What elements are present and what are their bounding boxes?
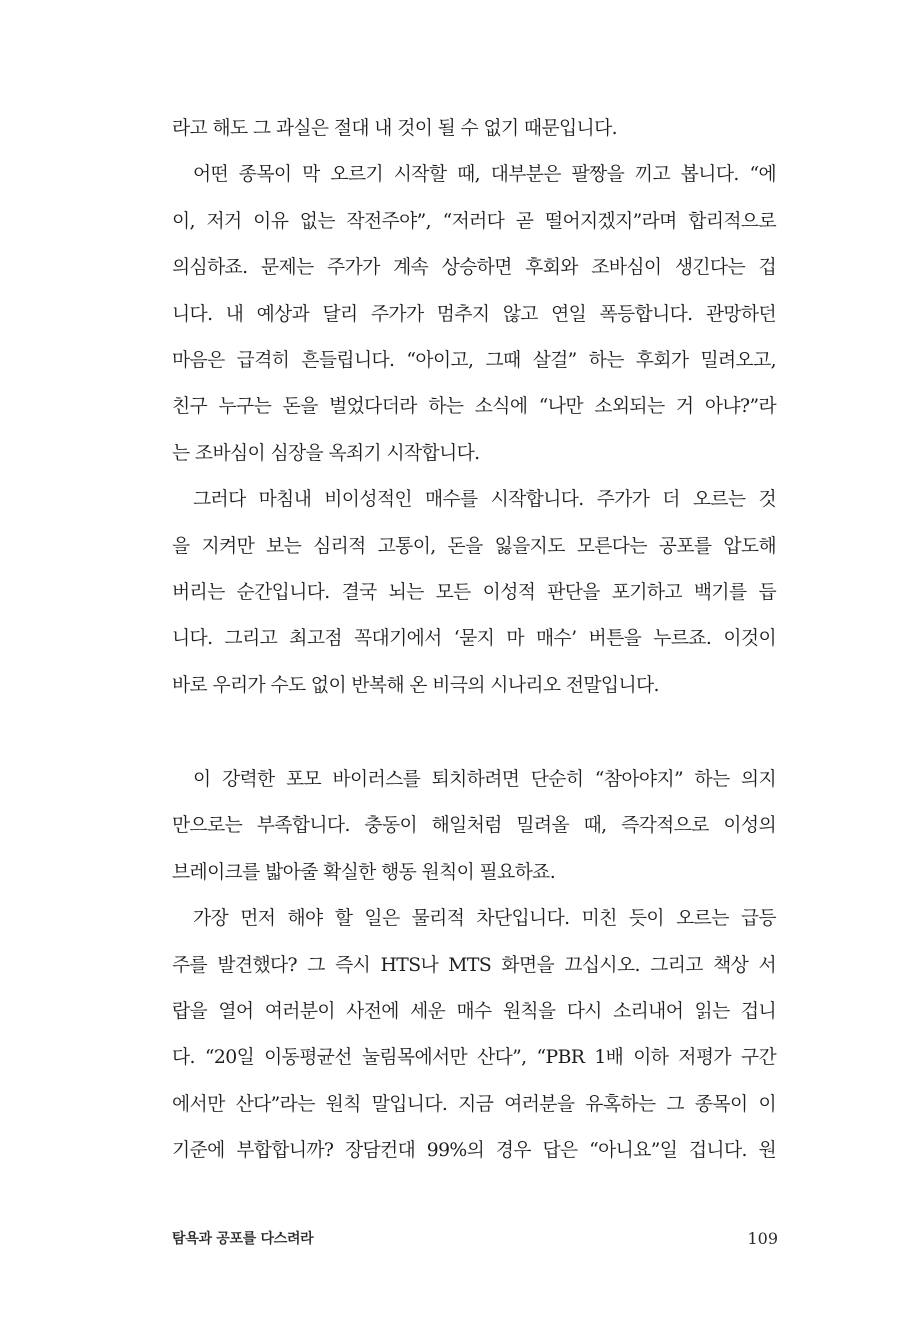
body-text: [172, 106, 776, 1175]
text-line: 이, 저거 이유 없는 작전주야”, “저러다 곧 떨어지겠지”라며 합리적으로: [172, 210, 776, 232]
text-line: 그러다 마침내 비이성적인 매수를 시작합니다. 주가가 더 오르는 것: [193, 489, 776, 511]
text-line: 주를 발견했다? 그 즉시 HTS나 MTS 화면을 끄십시오. 그리고 책상 서: [172, 954, 776, 976]
text-line: 바로 우리가 수도 없이 반복해 온 비극의 시나리오 전말입니다.: [172, 674, 659, 696]
text-line: 는 조바심이 심장을 옥죄기 시작합니다.: [172, 442, 480, 464]
text-line: 이 강력한 포모 바이러스를 퇴치하려면 단순히 “참아야지” 하는 의지: [193, 769, 776, 791]
text-line: 다. “20일 이동평균선 눌림목에서만 산다”, “PBR 1배 이하 저평가 구간: [172, 1047, 776, 1069]
paragraph-gap: [172, 709, 776, 757]
text-line: 랍을 열어 여러분이 사전에 세운 매수 원칙을 다시 소리내어 읽는 겁니: [172, 1001, 776, 1023]
text-line: 마음은 급격히 흔들립니다. “아이고, 그때 살걸” 하는 후회가 밀려오고,: [172, 349, 776, 371]
text-line: 라고 해도 그 과실은 절대 내 것이 될 수 없기 때문입니다.: [172, 118, 618, 139]
text-line: 브레이크를 밟아줄 확실한 행동 원칙이 필요하죠.: [172, 861, 556, 883]
text-line: 니다. 내 예상과 달리 주가가 멈추지 않고 연일 폭등합니다. 관망하던: [172, 303, 776, 325]
text-line: 가장 먼저 해야 할 일은 물리적 차단입니다. 미친 듯이 오르는 급등: [193, 908, 776, 930]
text-line: 니다. 그리고 최고점 꼭대기에서 ‘묻지 마 매수’ 버튼을 누르죠. 이것이: [172, 628, 776, 650]
text-line: 어떤 종목이 막 오르기 시작할 때, 대부분은 팔짱을 끼고 봅니다. “에: [193, 164, 776, 186]
text-line: 에서만 산다”라는 원칙 말입니다. 지금 여러분을 유혹하는 그 종목이 이: [172, 1093, 776, 1115]
text-line: 의심하죠. 문제는 주가가 계속 상승하면 후회와 조바심이 생긴다는 겁: [172, 257, 776, 279]
text-line: 만으로는 부족합니다. 충동이 해일처럼 밀려올 때, 즉각적으로 이성의: [172, 815, 776, 837]
text-line: 버리는 순간입니다. 결국 뇌는 모든 이성적 판단을 포기하고 백기를 듭: [172, 581, 776, 603]
running-footer-title: 탐욕과 공포를 다스려라: [172, 1231, 314, 1247]
text-line: 기준에 부합합니까? 장담컨대 99%의 경우 답은 “아니요”일 겁니다. 원: [172, 1140, 776, 1162]
page-footer: [172, 1226, 778, 1250]
text-line: 친구 누구는 돈을 벌었다더라 하는 소식에 “나만 소외되는 거 아냐?”라: [172, 396, 776, 418]
page-number: 109: [747, 1228, 778, 1248]
text-line: 을 지켜만 보는 심리적 고통이, 돈을 잃을지도 모른다는 공포를 압도해: [172, 535, 776, 557]
